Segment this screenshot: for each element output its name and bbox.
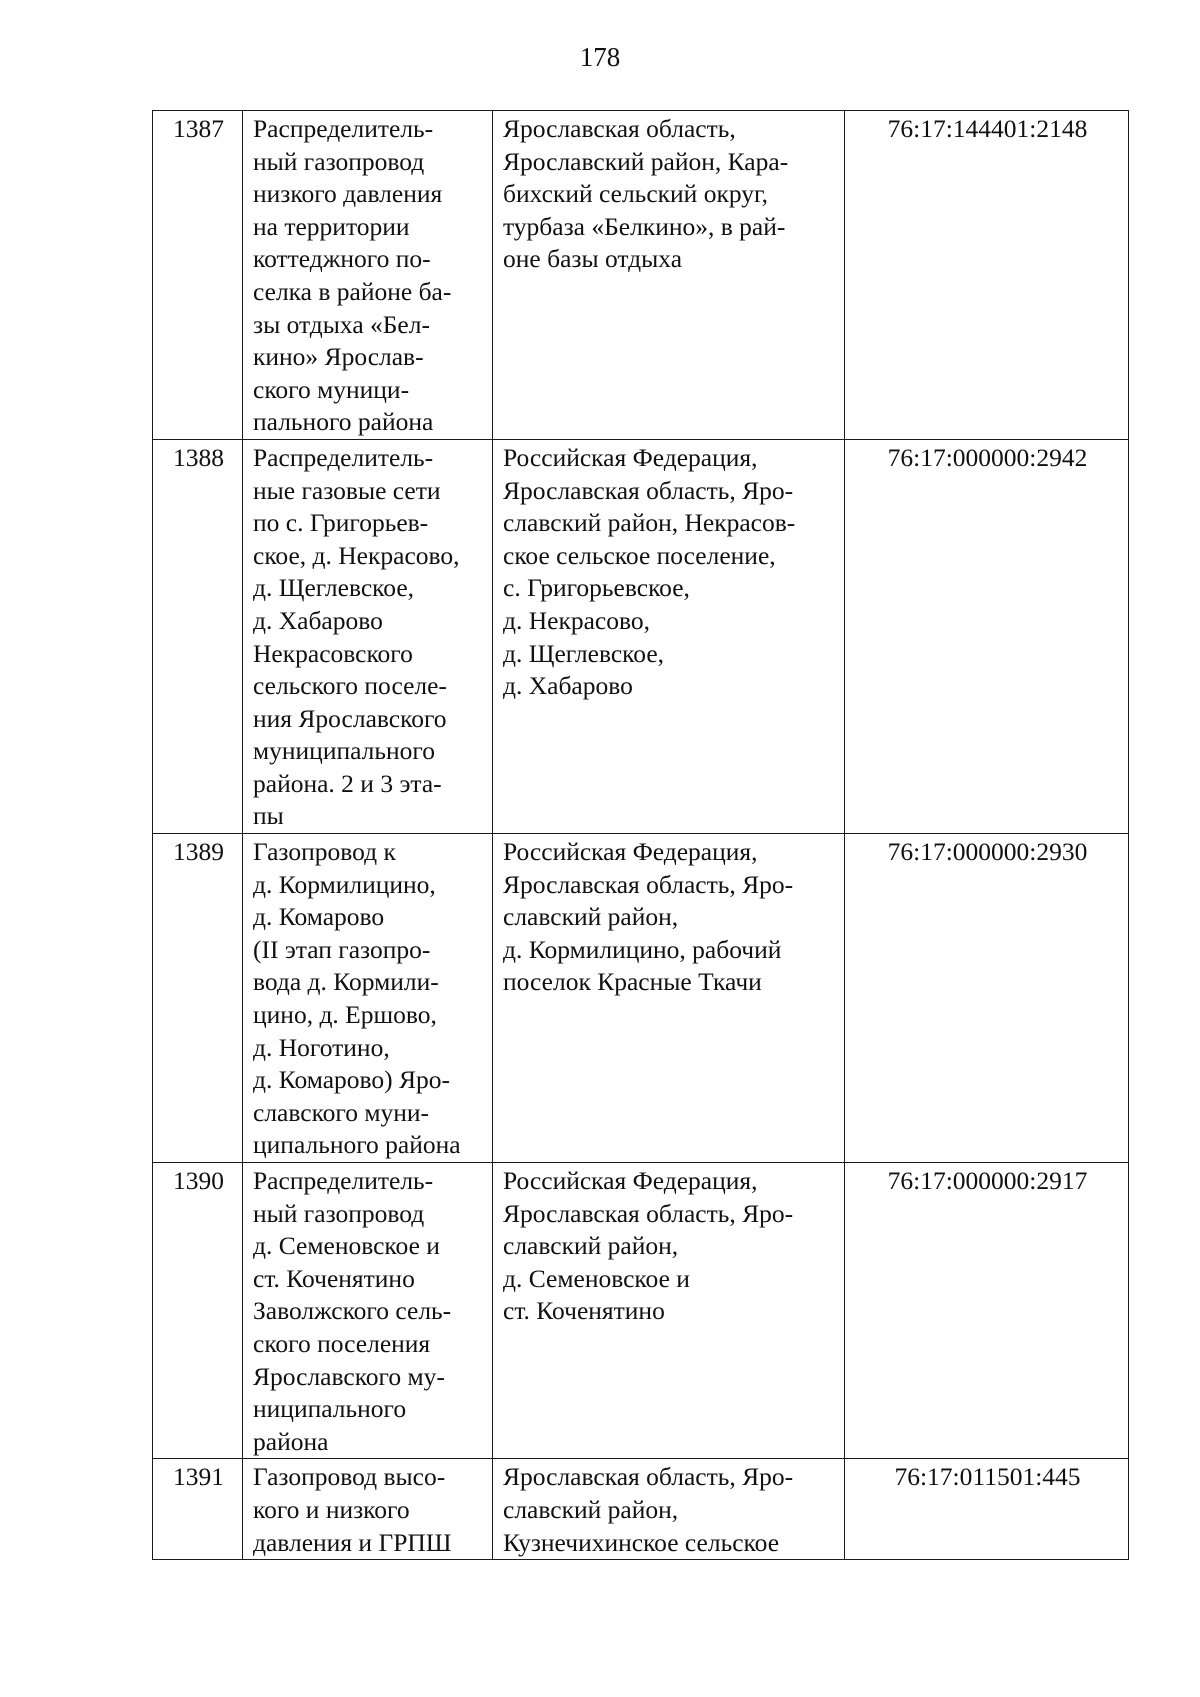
object-name-line: Газопровод высо-	[253, 1462, 446, 1492]
address-line: славский район,	[503, 1494, 679, 1524]
object-name-line: ния Ярославского	[253, 703, 447, 733]
object-name-line: ское, д. Некрасово,	[253, 540, 460, 570]
object-name-line: Газопровод к	[253, 837, 396, 867]
object-name-line: низкого давления	[253, 179, 443, 209]
address-line: Ярославская область, Яро-	[503, 475, 794, 505]
object-name-line: сельского поселе-	[253, 671, 447, 701]
object-name-line: д. Хабарово	[253, 605, 383, 635]
object-name-cell	[243, 439, 493, 833]
address-cell	[493, 1459, 845, 1560]
address-line: Ярославская область, Яро-	[503, 869, 794, 899]
row-number: 1390	[153, 1163, 243, 1459]
address-cell	[493, 111, 845, 440]
registry-table-body	[153, 111, 1129, 1560]
address-line: д. Кормилицино, рабочий	[503, 934, 782, 964]
object-name-line: муниципального	[253, 736, 435, 766]
object-name-line: цино, д. Ершово,	[253, 1000, 437, 1030]
object-name-line: славского муни-	[253, 1097, 430, 1127]
object-name-line: д. Комарово) Яро-	[253, 1065, 450, 1095]
cadastral-number: 76:17:000000:2917	[845, 1163, 1129, 1459]
object-name-line: вода д. Кормили-	[253, 967, 439, 997]
object-name-line: д. Щеглевское,	[253, 573, 415, 603]
address-line: д. Семеновское и	[503, 1263, 690, 1293]
registry-table	[152, 110, 1129, 1560]
address-line: ское сельское поселение,	[503, 540, 776, 570]
object-name-cell	[243, 1459, 493, 1560]
address-line: Ярославский район, Кара-	[503, 146, 789, 176]
address-line: славский район,	[503, 902, 679, 932]
address-cell	[493, 834, 845, 1163]
object-name-cell	[243, 1163, 493, 1459]
address-line: оне базы отдыха	[503, 244, 683, 274]
cadastral-number: 76:17:144401:2148	[845, 111, 1129, 440]
address-line: Российская Федерация,	[503, 837, 758, 867]
object-name-cell	[243, 834, 493, 1163]
address-line: славский район,	[503, 1231, 679, 1261]
table-row	[153, 1163, 1129, 1459]
object-name-line: зы отдыха «Бел-	[253, 309, 430, 339]
table-row	[153, 1459, 1129, 1560]
object-name-line: пального района	[253, 407, 434, 437]
object-name-line: (II этап газопро-	[253, 934, 431, 964]
table-row	[153, 111, 1129, 440]
object-name-line: ные газовые сети	[253, 475, 441, 505]
address-line: бихский сельский округ,	[503, 179, 768, 209]
object-name-line: ный газопровод	[253, 1198, 425, 1228]
object-name-line: по с. Григорьев-	[253, 508, 429, 538]
object-name-line: района	[253, 1426, 329, 1456]
row-number: 1388	[153, 439, 243, 833]
object-name-line: ского муници-	[253, 374, 410, 404]
object-name-line: ст. Коченятино	[253, 1263, 415, 1293]
address-line: ст. Коченятино	[503, 1296, 665, 1326]
cadastral-number: 76:17:011501:445	[845, 1459, 1129, 1560]
object-name-line: д. Ноготино,	[253, 1032, 390, 1062]
page-number: 178	[579, 42, 621, 72]
object-name-line: ского поселения	[253, 1328, 431, 1358]
object-name-line: Некрасовского	[253, 638, 413, 668]
object-name-line: коттеджного по-	[253, 244, 431, 274]
object-name-line: селка в районе ба-	[253, 276, 452, 306]
address-cell	[493, 439, 845, 833]
address-line: д. Некрасово,	[503, 605, 650, 635]
address-cell	[493, 1163, 845, 1459]
cadastral-number: 76:17:000000:2930	[845, 834, 1129, 1163]
address-line: Кузнечихинское сельское	[503, 1527, 780, 1557]
address-line: славский район, Некрасов-	[503, 508, 796, 538]
address-line: д. Щеглевское,	[503, 638, 665, 668]
cadastral-number: 76:17:000000:2942	[845, 439, 1129, 833]
object-name-line: ниципального	[253, 1394, 407, 1424]
object-name-line: Распределитель-	[253, 114, 434, 143]
object-name-line: Заволжского сель-	[253, 1296, 452, 1326]
address-line: турбаза «Белкино», в рай-	[503, 211, 786, 241]
row-number: 1389	[153, 834, 243, 1163]
object-name-line: д. Семеновское и	[253, 1231, 440, 1261]
address-line: Российская Федерация,	[503, 442, 758, 472]
object-name-line: Распределитель-	[253, 442, 434, 472]
object-name-line: пы	[253, 801, 284, 831]
object-name-line: на территории	[253, 211, 410, 241]
object-name-line: Распределитель-	[253, 1166, 434, 1195]
object-name-line: ный газопровод	[253, 146, 425, 176]
address-line: Ярославская область, Яро-	[503, 1462, 794, 1492]
address-line: Ярославская область, Яро-	[503, 1198, 794, 1228]
object-name-line: Ярославского му-	[253, 1361, 445, 1391]
object-name-line: района. 2 и 3 эта-	[253, 768, 442, 798]
address-line: с. Григорьевское,	[503, 573, 690, 603]
table-row	[153, 834, 1129, 1163]
object-name-line: д. Комарово	[253, 902, 385, 932]
row-number: 1387	[153, 111, 243, 440]
object-name-line: д. Кормилицино,	[253, 869, 436, 899]
object-name-cell	[243, 111, 493, 440]
address-line: Российская Федерация,	[503, 1166, 758, 1195]
row-number: 1391	[153, 1459, 243, 1560]
object-name-line: кого и низкого	[253, 1494, 410, 1524]
object-name-line: давления и ГРПШ	[253, 1527, 452, 1557]
object-name-line: ципального района	[253, 1130, 461, 1160]
object-name-line: кино» Ярослав-	[253, 342, 424, 372]
table-row	[153, 439, 1129, 833]
address-line: д. Хабарово	[503, 671, 633, 701]
address-line: Ярославская область,	[503, 114, 736, 143]
address-line: поселок Красные Ткачи	[503, 967, 762, 997]
